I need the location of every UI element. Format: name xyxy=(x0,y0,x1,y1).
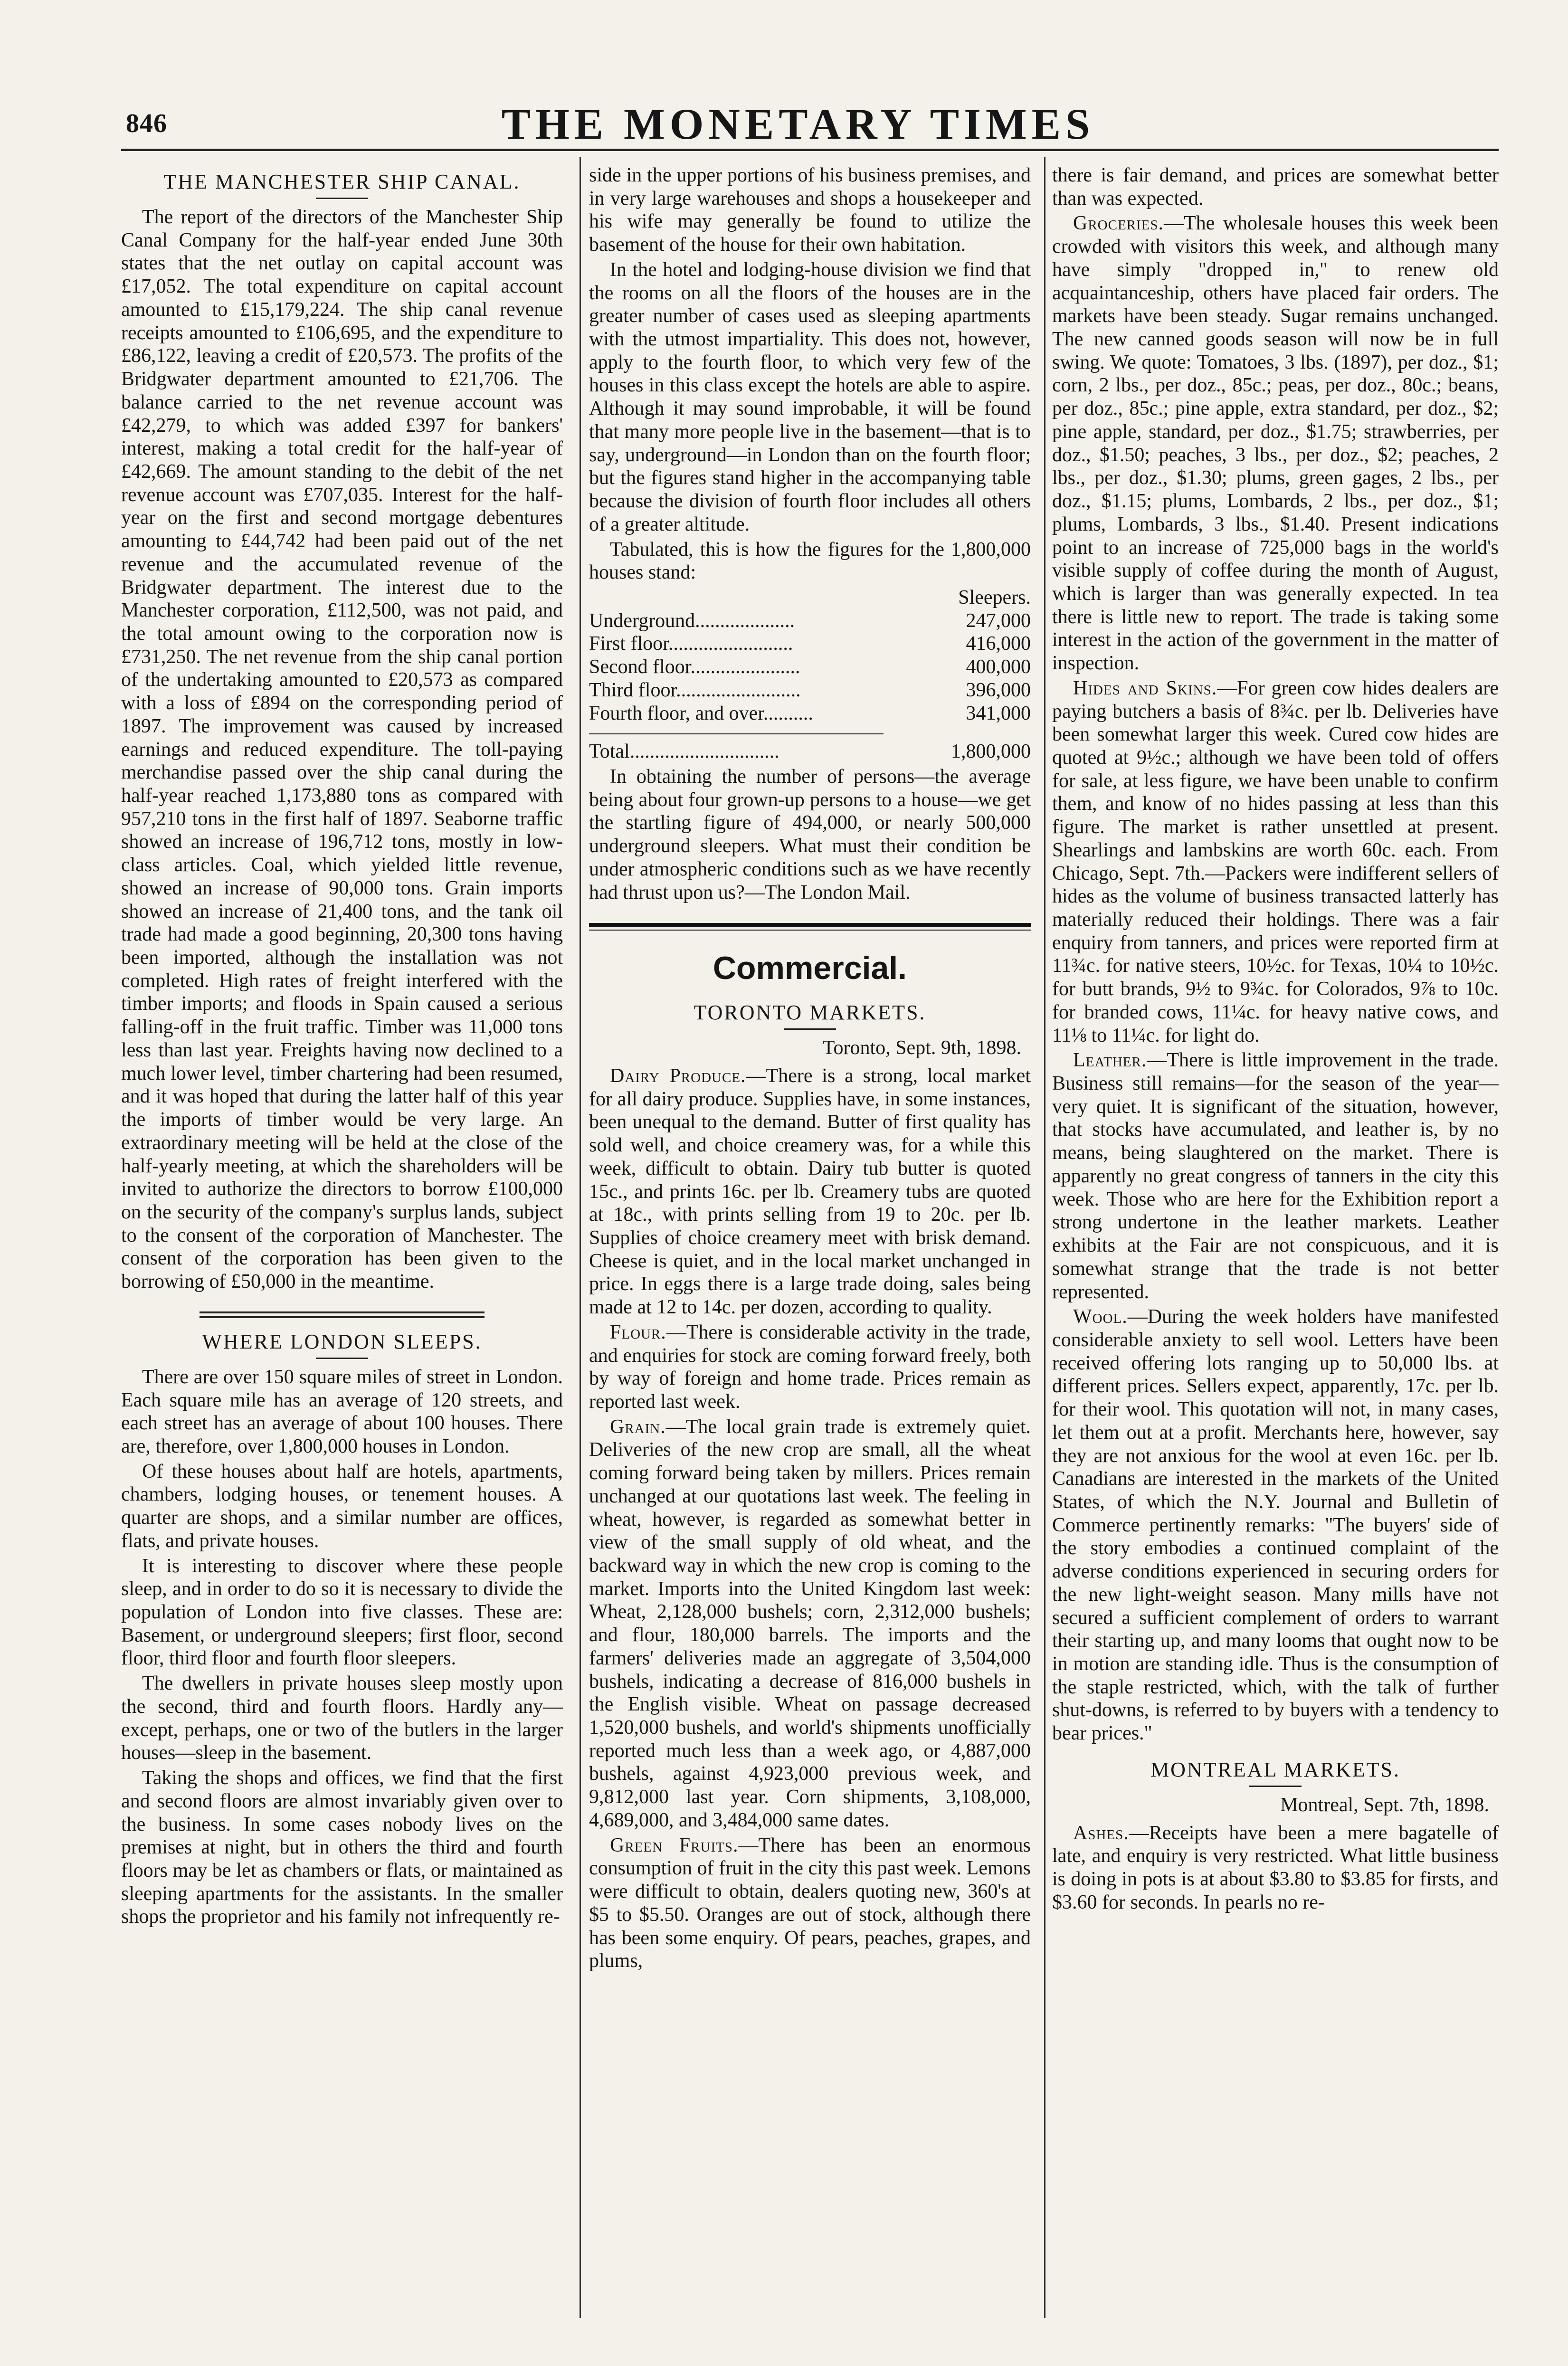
paragraph: There are over 150 square miles of street in London. Each square mile has an average of 120 streets, and each street has an average of about 100 houses. There are, therefore, over 1,800,000 houses in London. xyxy=(121,1366,563,1457)
lead-in: Grain. xyxy=(610,1416,666,1438)
body-text: —There is a strong, local market for all dairy produce. Supplies have, in some instances, been unequal to the demand. Butter of first quality has sold well, and choice creamery was, for a while this week, difficult to obtain. Dairy tub butter is quoted 15c., and prints 16c. per lb. Creamery tubs are quoted at 18c., with prints selling from 19 to 20c. per lb. Supplies of choice creamery meet with brisk demand. Cheese is quiet, and in the local market unchanged in price. In eggs there is a large trade doing, sales being made at 12 to 14c. per dozen, according to quality. xyxy=(589,1064,1031,1319)
table-row xyxy=(589,656,1031,679)
section-rule xyxy=(589,923,1031,927)
total-label: Total.............................. xyxy=(589,741,779,763)
article-heading-london-sleeps: WHERE LONDON SLEEPS. xyxy=(202,1330,482,1353)
total-rule xyxy=(589,733,884,734)
body-text: —There is little improvement in the trade. Business still remains—for the season of the year—very quiet. It is significant of the situation, however, that stocks have accumulated, and leather is, by no means, being slaughtered on the market. There is apparently no great congress of tanners in the city this week. Those who are here for the Exhibition report a strong undertone in the leather markets. Leather exhibits at the Fair are not conspicuous, and it is somewhat strange that the trade is not better represented. xyxy=(1052,1049,1499,1303)
masthead-title: THE MONETARY TIMES xyxy=(501,100,1095,148)
table-row xyxy=(589,679,1031,702)
table-row xyxy=(589,632,1031,656)
heading-rule xyxy=(784,1028,836,1030)
heading-rule xyxy=(316,1358,368,1359)
paragraph: Taking the shops and offices, we find that the first and second floors are almost invariably given over to the business. In some cases nobody lives on the premises at night, but in others the third and fourth floors may be let as chambers or flats, or maintained as sleeping apartments for the assistants. In the smaller shops the proprietor and his family not infrequently re- xyxy=(121,1767,563,1928)
body-text: —The wholesale houses this week been crowded with visitors this week, and although many have simply "dropped in," to renew old acquaintanceship, others have placed fair orders. The markets have been steady. Sugar remains unchanged. The new canned goods season will now be in full swing. We quote: Tomatoes, 3 lbs. (1897), per doz., $1; corn, 2 lbs., per doz., 85c.; peas, per doz., 80c.; beans, per doz., 85c.; pine apple, extra standard, per doz., $2; pine apple, standard, per doz., $1.75; strawberries, per doz., $1.50; peaches, 3 lbs., per doz., $2; peaches, 2 lbs., per doz., $1.30; plums, green gages, 2 lbs., per doz., $1.15; plums, Lombards, 2 lbs., per doz., $1; plums, Lombards, 3 lbs., $1.40. Present indications point to an increase of 725,000 bags in the world's visible supply of coffee during the month of August, which is larger than was generally expected. In tea there is little new to report. The trade is taking some interest in the action of the government in the matter of inspection. xyxy=(1052,212,1499,675)
lead-in: Dairy Produce. xyxy=(610,1064,746,1087)
row-value: 396,000 xyxy=(966,679,1031,701)
paragraph: In obtaining the number of persons—the average being about four grown-up persons to a house—we get the startling figure of 494,000, or nearly 500,000 underground sleepers. What must their condition be under atmospheric conditions such as we have recently had thrust upon us?—The London Mail. xyxy=(589,765,1031,903)
body-text: —The local grain trade is extremely quiet. Deliveries of the new crop are small, all the wheat coming forward being taken by millers. Prices remain unchanged at our quotations last week. The feeling in wheat, however, is regarded as somewhat better in view of the small supply of old wheat, and the backward way in which the new crop is coming to the market. Imports into the United Kingdom last week: Wheat, 2,128,000 bushels; corn, 2,312,000 bushels; and flour, 180,000 barrels. The imports and the farmers' deliveries made an aggregate of 3,504,000 bushels, indicating a decrease of 816,000 bushels in the English visible. Wheat on passage decreased 1,520,000 bushels, and world's shipments unofficially reported much less than a week ago, or 4,887,000 bushels, against 4,923,000 previous week, and 9,812,000 last year. Corn shipments, 3,108,000, 4,689,000, and 3,484,000 same dates. xyxy=(589,1416,1031,1831)
paragraph-fruits xyxy=(589,1834,1031,1973)
article-heading-toronto: TORONTO MARKETS. xyxy=(694,1001,926,1025)
table-row xyxy=(589,702,1031,725)
row-value: 341,000 xyxy=(966,702,1031,724)
column-1 xyxy=(121,164,563,2301)
body-text: —Receipts have been a mere bagatelle of late, and enquiry is very restricted. What little business is doing in pots is at about $3.80 to $3.85 for firsts, and $3.60 for seconds. In pearls no re- xyxy=(1052,1822,1499,1913)
paragraph-wool xyxy=(1052,1305,1499,1745)
row-value: 416,000 xyxy=(966,633,1031,655)
body-text: —For green cow hides dealers are paying butchers a basis of 8¾c. per lb. Deliveries have been somewhat larger this week. Cured cow hides are quoted at 9½c.; although we have been told of offers for sale, at less figure, we have been unable to confirm them, and know of no hides passing at less than this figure. The market is rather unsettled at present. Shearlings and lambskins are worth 60c. each. From Chicago, Sept. 7th.—Packers were indifferent sellers of hides as the volume of business transacted latterly has materially reduced their holdings. There was a fair enquiry from tanners, and prices were reported firm at 11¾c. for native steers, 10½c. for Texas, 10¼ to 10½c. for butt brands, 9½ to 9¾c. for Colorados, 9⅞ to 10c. for branded cows, 11¼c. for heavy native cows, and 11⅛ to 11¼c. for light do. xyxy=(1052,677,1499,1046)
lead-in: Green Fruits. xyxy=(610,1834,739,1856)
paragraph: The dwellers in private houses sleep mostly upon the second, third and fourth floors. Hardly any—except, perhaps, one or two of the butlers in the larger houses—sleep in the basement. xyxy=(121,1672,563,1764)
row-label: Underground.................... xyxy=(589,609,795,632)
lead-in: Flour. xyxy=(610,1321,666,1343)
article-separator xyxy=(200,1311,485,1318)
paragraph-groceries xyxy=(1052,212,1499,675)
row-label: Fourth floor, and over.......... xyxy=(589,702,813,724)
paragraph: It is interesting to discover where these people sleep, and in order to do so it is necessary to divide the population of London into five classes. These are: Basement, or underground sleepers; first floor, second floor, third floor and fourth floor sleepers. xyxy=(121,1555,563,1670)
paragraph: Tabulated, this is how the figures for the 1,800,000 houses stand: xyxy=(589,538,1031,584)
lead-in: Ashes. xyxy=(1073,1822,1129,1844)
body-text: —There is considerable activity in the trade, and enquiries for stock are coming forward freely, both by way of foreign and home trade. Prices remain as reported last week. xyxy=(589,1321,1031,1413)
column-3 xyxy=(1052,164,1499,2301)
header-rule xyxy=(121,149,1499,151)
paragraph-hides xyxy=(1052,677,1499,1047)
paragraph-grain xyxy=(589,1416,1031,1832)
column-divider xyxy=(580,157,581,2318)
row-label: Second floor...................... xyxy=(589,656,800,678)
heading-rule xyxy=(316,198,368,199)
paragraph-ashes xyxy=(1052,1822,1499,1914)
article-heading-manchester: THE MANCHESTER SHIP CANAL. xyxy=(163,170,521,193)
dateline: Montreal, Sept. 7th, 1898. xyxy=(1280,1794,1489,1816)
section-rule-thin xyxy=(589,930,1031,931)
paragraph: side in the upper portions of his business premises, and in very large warehouses and shops a housekeeper and his wife may generally be found to utilize the basement of the house for their own habitation. xyxy=(589,164,1031,256)
lead-in: Hides and Skins. xyxy=(1073,677,1217,699)
paragraph-dairy xyxy=(589,1064,1031,1319)
table-header: Sleepers. xyxy=(958,586,1031,608)
paragraph: The report of the directors of the Manchester Ship Canal Company for the half-year ended June 30th states that the net outlay on capital account was £17,052. The total expenditure on capital account amounted to £15,179,224. The ship canal revenue receipts amounted to £106,695, and the expenditure to £86,122, leaving a credit of £20,573. The profits of the Bridgwater department amounted to £21,706. The balance carried to the net revenue account was £42,279, to which was added £397 for bankers' interest, making a total credit for the half-year of £42,669. The amount standing to the debit of the net revenue account was £707,035. Interest for the half-year on the first and second mortgage debentures amounting to £44,742 had been paid out of the net revenue and the accumulated revenue of the Bridgwater department. The interest due to the Manchester corporation, £112,500, was not paid, and the total amount owing to the corporation now is £731,250. The net revenue from the ship canal portion of the undertaking amounted to £20,573 as compared with a loss of £894 on the corresponding period of 1897. The improvement was caused by increased earnings and reduced expenditure. The toll-paying merchandise passed over the ship canal during the half-year reached 1,173,880 tons as compared with 957,210 tons in the first half of 1897. Seaborne traffic showed an increase of 196,712 tons, mostly in low-class articles. Coal, which yielded little revenue, showed an increase of 90,000 tons. Grain imports showed an increase of 21,400 tons, and the tank oil trade had made a good beginning, 20,300 tons having been imported, although the installation was not completed. High rates of freight interfered with the timber imports; and floods in Spain caused a serious falling-off in the fruit traffic. Timber was 11,000 tons less than last year. Freights having now declined to a much lower level, timber chartering had been resumed, and it was hoped that during the latter half of this year the imports of timber would be very large. An extraordinary meeting will be held at the close of the half-yearly meeting, at which the shareholders will be invited to authorize the directors to borrow £100,000 on the security of the company's surplus lands, subject to the consent of the corporation of Manchester. The consent of the corporation has been given to the borrowing of £50,000 in the meantime. xyxy=(121,206,563,1293)
paragraph-leather xyxy=(1052,1049,1499,1303)
total-value: 1,800,000 xyxy=(951,741,1031,763)
section-title-commercial: Commercial. xyxy=(713,950,907,987)
sleepers-total xyxy=(589,740,1031,763)
table-row xyxy=(589,609,1031,633)
heading-rule xyxy=(1249,1786,1302,1787)
row-label: Third floor......................... xyxy=(589,679,801,701)
page-number: 846 xyxy=(126,109,167,138)
row-value: 247,000 xyxy=(966,609,1031,632)
row-label: First floor......................... xyxy=(589,633,793,655)
paragraph: Of these houses about half are hotels, apartments, chambers, lodging houses, or tenement houses. A quarter are shops, and a similar number are offices, flats, and private houses. xyxy=(121,1460,563,1552)
lead-in: Leather. xyxy=(1073,1049,1147,1072)
paragraph: there is fair demand, and prices are somewhat better than was expected. xyxy=(1052,164,1499,209)
sleepers-table xyxy=(589,586,1031,725)
column-divider xyxy=(1044,157,1045,2318)
paragraph: In the hotel and lodging-house division we find that the rooms on all the floors of the houses are in the greater number of cases used as sleeping apartments with the utmost impartiality. This does not, however, apply to the fourth floor, to which very few of the houses in this class except the hotels are able to aspire. Although it may sound improbable, it will be found that many more people live in the basement—that is to say, underground—in London than on the fourth floor; but the figures stand higher in the accompanying table because the division of fourth floor includes all others of a greater altitude. xyxy=(589,258,1031,535)
article-heading-montreal: MONTREAL MARKETS. xyxy=(1150,1758,1401,1781)
lead-in: Wool. xyxy=(1073,1306,1128,1328)
dateline: Toronto, Sept. 9th, 1898. xyxy=(822,1037,1021,1059)
column-2 xyxy=(589,164,1031,2301)
row-value: 400,000 xyxy=(966,656,1031,678)
paragraph-flour xyxy=(589,1321,1031,1414)
body-text: —During the week holders have manifested considerable anxiety to sell wool. Letters have been received offering lots ranging up to 50,000 lbs. at different prices. Sellers expect, apparently, 17c. per lb. for their wool. This quotation will not, in many cases, let them out at a profit. Merchants here, however, say they are not anxious for the wool at even 16c. per lb. Canadians are interested in the markets of the United States, of which the N.Y. Journal and Bulletin of Commerce pertinently remarks: "The buyers' side of the story embodies a continued complaint of the adverse conditions experienced in securing orders for the new light-weight season. Many mills have not secured a sufficient complement of orders to warrant their starting up, and many looms that ought now to be in motion are standing idle. Thus is the consumption of the staple restricted, which, with the talk of further shut-downs, is referred to by buyers with a tendency to bear prices." xyxy=(1052,1306,1499,1745)
body-text: —There has been an enormous consumption of fruit in the city this past week. Lemons were difficult to obtain, dealers quoting new, 360's at $5 to $5.50. Oranges are out of stock, although there has been some enquiry. Of pears, peaches, grapes, and plums, xyxy=(589,1834,1031,1972)
lead-in: Groceries. xyxy=(1073,212,1164,235)
